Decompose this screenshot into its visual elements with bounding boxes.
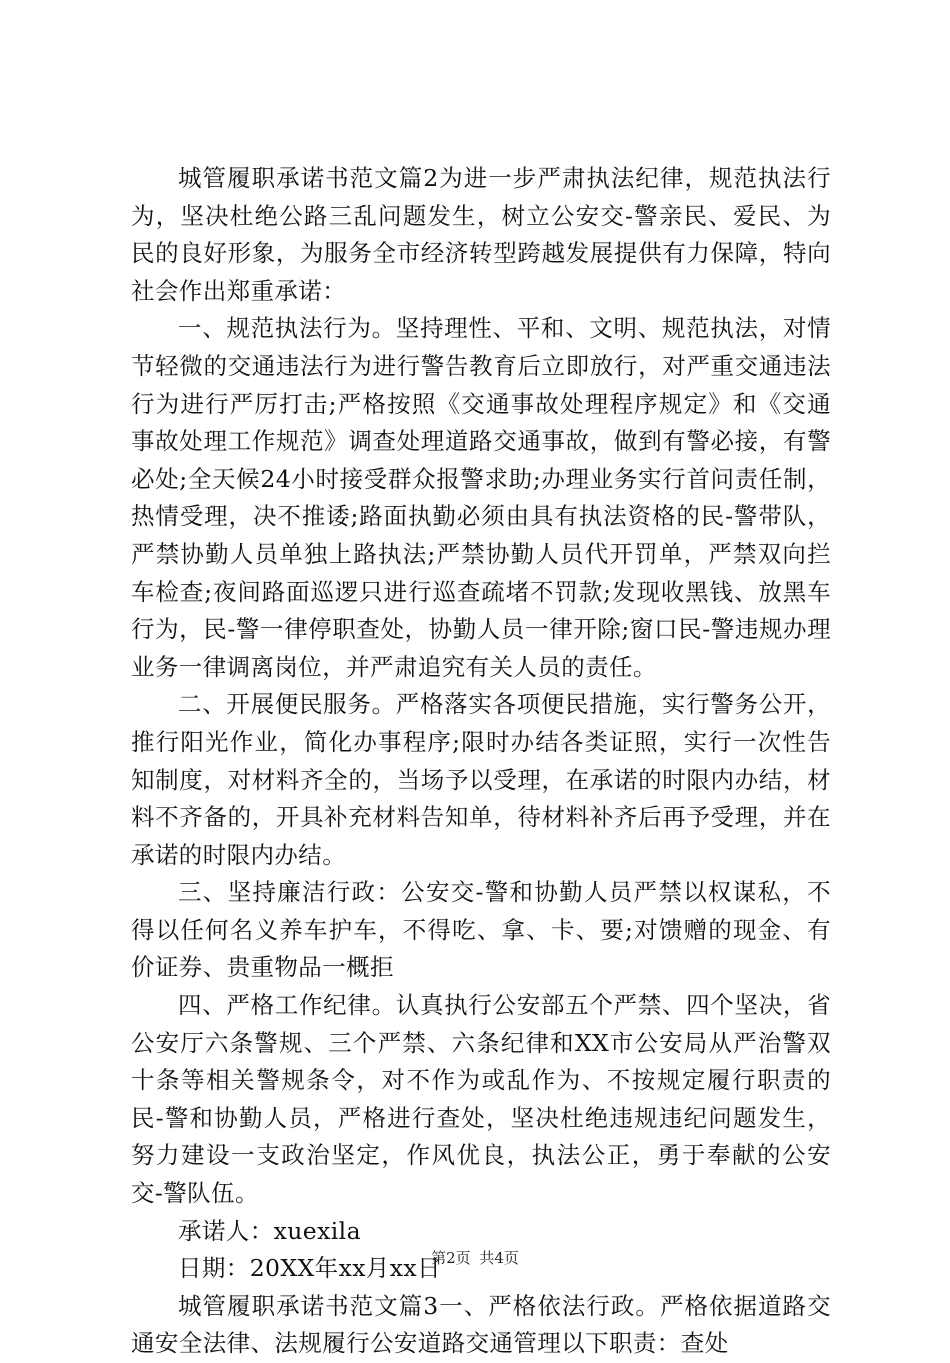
date-line: 日期：20XX年xx月xx日 bbox=[178, 1254, 441, 1283]
signatory-line: 承诺人：xuexila bbox=[178, 1216, 361, 1245]
paragraph-intro: 城管履职承诺书范文篇2为进一步严肃执法纪律，规范执法行为，坚决杜绝公路三乱问题发生，树立公安交-警亲民、爱民、为民的良好形象，为服务全市经济转型跨越发展提供有力保障，特向社会作出郑重承诺： bbox=[131, 164, 831, 305]
page-number: 第2页 bbox=[431, 1249, 471, 1267]
paragraph-next-article: 城管履职承诺书范文篇3一、严格依法行政。严格依据道路交通安全法律、法规履行公安道路交通管理以下职责：查处 bbox=[131, 1291, 831, 1358]
paragraph-section-2: 二、开展便民服务。严格落实各项便民措施，实行警务公开，推行阳光作业，简化办事程序;限时办结各类证照，实行一次性告知制度，对材料齐全的，当场予以受理，在承诺的时限内办结，材料不齐备的，开具补充材料告知单，待材料补齐后再予受理，并在承诺的时限内办结。 bbox=[131, 690, 831, 869]
page-total: 共4页 bbox=[479, 1249, 519, 1267]
paragraph-section-1: 一、规范执法行为。坚持理性、平和、文明、规范执法，对情节轻微的交通违法行为进行警告教育后立即放行，对严重交通违法行为进行严厉打击;严格按照《交通事故处理程序规定》和《交通事故处理工作规范》调查处理道路交通事故，做到有警必接，有警必处;全天候24小时接受群众报警求助;办理业务实行首问责任制，热情受理，决不推诿;路面执勤必须由具有执法资格的民-警带队，严禁协勤人员单独上路执法;严禁协勤人员代开罚单，严禁双向拦车检查;夜间路面巡逻只进行巡查疏堵不罚款;发现收黑钱、放黑车行为，民-警一律停职查处，协勤人员一律开除;窗口民-警违规办理业务一律调离岗位，并严肃追究有关人员的责任。 bbox=[131, 314, 831, 681]
document-body bbox=[131, 160, 831, 1363]
paragraph-section-3: 三、坚持廉洁行政：公安交-警和协勤人员严禁以权谋私，不得以任何名义养车护车，不得吃、拿、卡、要;对馈赠的现金、有价证券、贵重物品一概拒 bbox=[131, 878, 831, 982]
paragraph-section-4: 四、严格工作纪律。认真执行公安部五个严禁、四个坚决，省公安厅六条警规、三个严禁、六条纪律和XX市公安局从严治警双十条等相关警规条令，对不作为或乱作为、不按规定履行职责的民-警和协勤人员，严格进行查处，坚决杜绝违规违纪问题发生，努力建设一支政治坚定，作风优良，执法公正，勇于奉献的公安交-警队伍。 bbox=[131, 991, 831, 1208]
page-footer bbox=[0, 1248, 950, 1268]
